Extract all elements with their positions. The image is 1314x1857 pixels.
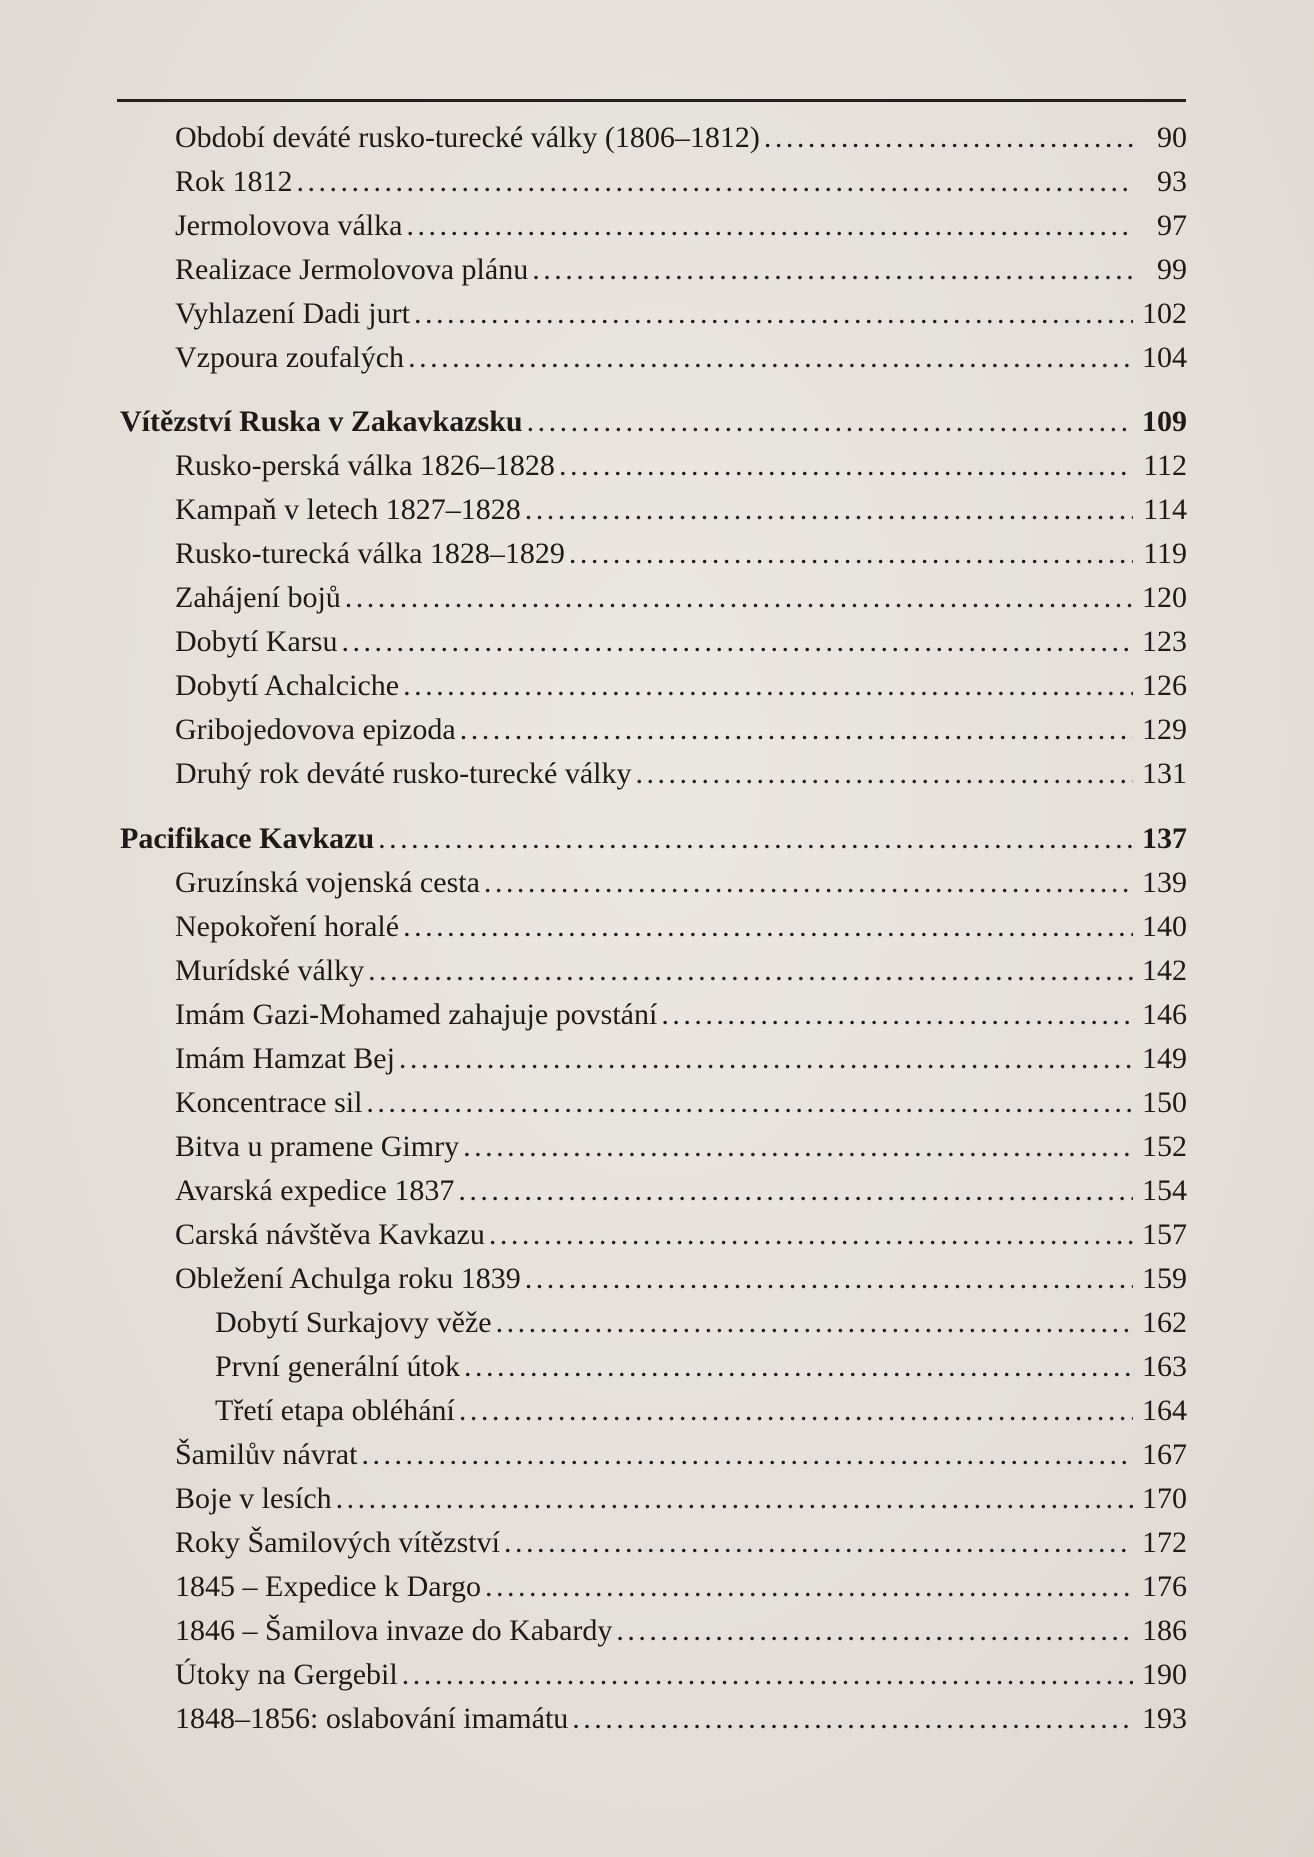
toc-chapter bbox=[120, 400, 1187, 444]
toc-entry-page-number: 140 bbox=[1142, 910, 1187, 943]
toc-entry-title: Zahájení bojů bbox=[175, 581, 341, 614]
dot-leader bbox=[527, 400, 1133, 444]
toc-entry-page-number: 114 bbox=[1143, 493, 1187, 526]
dot-leader bbox=[366, 1081, 1133, 1125]
toc-entry-title: Druhý rok deváté rusko-turecké války bbox=[175, 757, 632, 790]
toc-section bbox=[175, 708, 1187, 752]
toc-entry-title: Realizace Jermolovova plánu bbox=[175, 253, 529, 286]
toc-entry-title: Jermolovova válka bbox=[175, 209, 403, 242]
toc-section bbox=[175, 1477, 1187, 1521]
toc-entry-title: Rok 1812 bbox=[175, 165, 293, 198]
toc-section bbox=[175, 1653, 1187, 1697]
toc-section bbox=[175, 532, 1187, 576]
toc-entry-page-number: 131 bbox=[1142, 757, 1187, 790]
dot-leader bbox=[459, 1389, 1133, 1433]
toc-entry-title: Obležení Achulga roku 1839 bbox=[175, 1262, 521, 1295]
dot-leader bbox=[408, 336, 1133, 380]
dot-leader bbox=[458, 1169, 1133, 1213]
toc-entry-title: Boje v lesích bbox=[175, 1482, 332, 1515]
toc-section bbox=[175, 292, 1187, 336]
dot-leader bbox=[636, 752, 1133, 796]
toc-entry-page-number: 193 bbox=[1142, 1702, 1187, 1735]
dot-leader bbox=[341, 620, 1133, 664]
dot-leader bbox=[345, 576, 1133, 620]
dot-leader bbox=[403, 664, 1133, 708]
dot-leader bbox=[399, 1037, 1133, 1081]
dot-leader bbox=[378, 817, 1133, 861]
dot-leader bbox=[297, 160, 1133, 204]
toc-entry-title: 1846 – Šamilova invaze do Kabardy bbox=[175, 1614, 613, 1647]
dot-leader bbox=[525, 488, 1133, 532]
toc-section bbox=[175, 993, 1187, 1037]
toc-entry-title: Nepokoření horalé bbox=[175, 910, 400, 943]
toc-section bbox=[175, 1521, 1187, 1565]
toc-section bbox=[175, 752, 1187, 796]
toc-entry-title: Imám Hamzat Bej bbox=[175, 1042, 395, 1075]
toc-entry-page-number: 126 bbox=[1142, 669, 1187, 702]
toc-subsection bbox=[215, 1301, 1187, 1345]
toc-entry-page-number: 157 bbox=[1142, 1218, 1187, 1251]
toc-entry-page-number: 123 bbox=[1142, 625, 1187, 658]
dot-leader bbox=[496, 1301, 1133, 1345]
toc-entry-page-number: 102 bbox=[1142, 297, 1187, 330]
toc-entry-page-number: 112 bbox=[1143, 449, 1187, 482]
toc-section bbox=[175, 248, 1187, 292]
toc-entry-page-number: 97 bbox=[1157, 209, 1187, 242]
dot-leader bbox=[485, 1565, 1133, 1609]
toc-entry-title: Útoky na Gergebil bbox=[175, 1658, 398, 1691]
toc-section bbox=[175, 1037, 1187, 1081]
toc-section bbox=[175, 1433, 1187, 1477]
toc-entry-title: Bitva u pramene Gimry bbox=[175, 1130, 460, 1163]
toc-entry-title: Avarská expedice 1837 bbox=[175, 1174, 455, 1207]
toc-entry-page-number: 104 bbox=[1142, 341, 1187, 374]
dot-leader bbox=[484, 861, 1133, 905]
dot-leader bbox=[616, 1609, 1133, 1653]
toc-entry-title: Vzpoura zoufalých bbox=[175, 341, 405, 374]
toc-section bbox=[175, 204, 1187, 248]
toc-entry-title: První generální útok bbox=[215, 1350, 460, 1383]
toc-subsection bbox=[215, 1345, 1187, 1389]
toc-entry-title: Gribojedovova epizoda bbox=[175, 713, 456, 746]
toc-entry-page-number: 176 bbox=[1142, 1570, 1187, 1603]
toc-entry-title: Roky Šamilových vítězství bbox=[175, 1526, 500, 1559]
dot-leader bbox=[414, 292, 1133, 336]
toc-entry-title: Vyhlazení Dadi jurt bbox=[175, 297, 410, 330]
toc-entry-title: Šamilův návrat bbox=[175, 1438, 358, 1471]
toc-entry-title: Murídské války bbox=[175, 954, 365, 987]
toc-entry-title: Třetí etapa obléhání bbox=[215, 1394, 455, 1427]
toc-entry-title: Koncentrace sil bbox=[175, 1086, 363, 1119]
toc-entry-page-number: 152 bbox=[1142, 1130, 1187, 1163]
dot-leader bbox=[572, 1697, 1133, 1741]
dot-leader bbox=[489, 1213, 1133, 1257]
dot-leader bbox=[460, 708, 1133, 752]
toc-entry-title: Dobytí Surkajovy věže bbox=[215, 1306, 492, 1339]
dot-leader bbox=[764, 116, 1133, 160]
toc-section bbox=[175, 444, 1187, 488]
toc-entry-title: Dobytí Achalciche bbox=[175, 669, 400, 702]
dot-leader bbox=[559, 444, 1133, 488]
toc-entry-page-number: 129 bbox=[1142, 713, 1187, 746]
toc-entry-title: Kampaň v letech 1827–1828 bbox=[175, 493, 521, 526]
toc-subsection bbox=[215, 1389, 1187, 1433]
toc-section bbox=[175, 1213, 1187, 1257]
toc-chapter bbox=[120, 817, 1187, 861]
toc-entry-title: 1848–1856: oslabování imamátu bbox=[175, 1702, 569, 1735]
toc-entry-title: Carská návštěva Kavkazu bbox=[175, 1218, 485, 1251]
toc-entry-page-number: 150 bbox=[1142, 1086, 1187, 1119]
dot-leader bbox=[504, 1521, 1133, 1565]
toc-entry-title: Období deváté rusko-turecké války (1806–1812) bbox=[175, 121, 760, 154]
toc-entry-page-number: 149 bbox=[1142, 1042, 1187, 1075]
toc-section bbox=[175, 116, 1187, 160]
toc-section bbox=[175, 1609, 1187, 1653]
toc-entry-page-number: 167 bbox=[1142, 1438, 1187, 1471]
toc-entry-page-number: 142 bbox=[1142, 954, 1187, 987]
dot-leader bbox=[569, 532, 1133, 576]
toc-entry-title: Rusko-perská válka 1826–1828 bbox=[175, 449, 555, 482]
toc-section bbox=[175, 664, 1187, 708]
toc-entry-page-number: 90 bbox=[1157, 121, 1187, 154]
toc-section bbox=[175, 1257, 1187, 1301]
toc-entry-page-number: 172 bbox=[1142, 1526, 1187, 1559]
toc-section bbox=[175, 905, 1187, 949]
dot-leader bbox=[368, 949, 1133, 993]
toc-section bbox=[175, 336, 1187, 380]
dot-leader bbox=[403, 905, 1133, 949]
toc-entry-page-number: 170 bbox=[1142, 1482, 1187, 1515]
dot-leader bbox=[402, 1653, 1133, 1697]
toc-entry-title: Vítězství Ruska v Zakavkazsku bbox=[120, 405, 523, 438]
toc-section bbox=[175, 1125, 1187, 1169]
toc-entry-title: Imám Gazi-Mohamed zahajuje povstání bbox=[175, 998, 658, 1031]
toc-section bbox=[175, 488, 1187, 532]
toc-entry-page-number: 137 bbox=[1142, 822, 1187, 855]
toc-section bbox=[175, 576, 1187, 620]
dot-leader bbox=[406, 204, 1133, 248]
toc-entry-page-number: 163 bbox=[1142, 1350, 1187, 1383]
dot-leader bbox=[463, 1125, 1133, 1169]
toc-entry-page-number: 154 bbox=[1142, 1174, 1187, 1207]
dot-leader bbox=[464, 1345, 1133, 1389]
toc-section bbox=[175, 1565, 1187, 1609]
toc-section bbox=[175, 949, 1187, 993]
dot-leader bbox=[525, 1257, 1133, 1301]
toc-entry-title: Pacifikace Kavkazu bbox=[120, 822, 375, 855]
toc-entry-title: Gruzínská vojenská cesta bbox=[175, 866, 480, 899]
dot-leader bbox=[361, 1433, 1133, 1477]
toc-section bbox=[175, 620, 1187, 664]
toc-entry-page-number: 164 bbox=[1142, 1394, 1187, 1427]
toc-entry-page-number: 159 bbox=[1142, 1262, 1187, 1295]
toc-entry-page-number: 99 bbox=[1157, 253, 1187, 286]
toc-entry-page-number: 120 bbox=[1142, 581, 1187, 614]
dot-leader bbox=[336, 1477, 1133, 1521]
toc-section bbox=[175, 1081, 1187, 1125]
toc-entry-title: Rusko-turecká válka 1828–1829 bbox=[175, 537, 565, 570]
toc-entry-page-number: 186 bbox=[1142, 1614, 1187, 1647]
dot-leader bbox=[661, 993, 1133, 1037]
top-rule bbox=[117, 99, 1186, 102]
toc-entry-page-number: 139 bbox=[1142, 866, 1187, 899]
toc-entry-page-number: 190 bbox=[1142, 1658, 1187, 1691]
toc-entry-page-number: 109 bbox=[1142, 405, 1187, 438]
toc-section bbox=[175, 1697, 1187, 1741]
toc-section bbox=[175, 1169, 1187, 1213]
toc-entry-title: Dobytí Karsu bbox=[175, 625, 338, 658]
toc-entry-title: 1845 – Expedice k Dargo bbox=[175, 1570, 482, 1603]
dot-leader bbox=[532, 248, 1133, 292]
toc-entry-page-number: 146 bbox=[1142, 998, 1187, 1031]
toc-entry-page-number: 162 bbox=[1142, 1306, 1187, 1339]
toc-entry-page-number: 119 bbox=[1143, 537, 1187, 570]
toc-section bbox=[175, 861, 1187, 905]
toc-entry-page-number: 93 bbox=[1157, 165, 1187, 198]
toc-section bbox=[175, 160, 1187, 204]
